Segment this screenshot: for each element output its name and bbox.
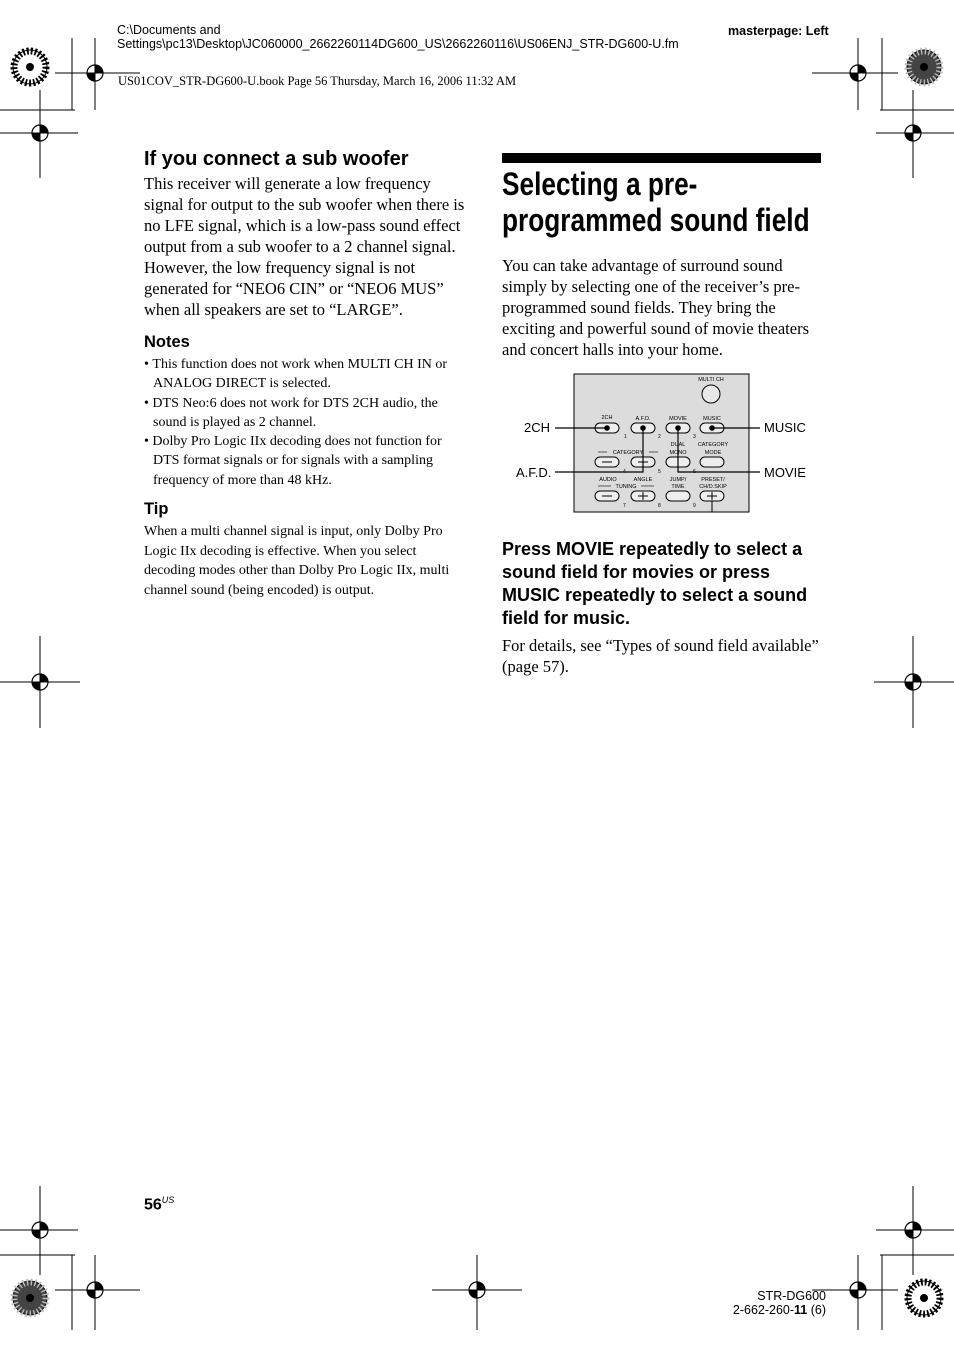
label-category: CATEGORY — [612, 450, 644, 456]
label-time: TIME — [671, 484, 685, 490]
note-item: • Dolby Pro Logic IIx decoding does not function for DTS format signals or for signals with a sampling frequency of more than 48 kHz. — [144, 432, 466, 490]
sub-woofer-heading: If you connect a sub woofer — [144, 148, 409, 170]
label-category-top: CATEGORY — [697, 442, 729, 448]
category-mode-button — [700, 457, 724, 467]
label-mode: MODE — [704, 450, 722, 456]
page-number — [144, 1195, 174, 1214]
details-text: For details, see “Types of sound field available” (page 57). — [502, 636, 819, 676]
tip-heading: Tip — [144, 500, 169, 518]
label-audio: AUDIO — [599, 477, 617, 483]
num-4: 4 — [623, 469, 626, 475]
book-info-line: US01COV_STR-DG600-U.book Page 56 Thursday, March 16, 2006 11:32 AM — [118, 74, 517, 88]
part-number: 2-662-260-11 (6) — [732, 1303, 826, 1317]
multi-ch-button — [702, 385, 720, 403]
model-number: STR-DG600 — [757, 1289, 826, 1303]
callout-movie: MOVIE — [764, 465, 806, 480]
notes-list — [144, 355, 466, 490]
callout-2ch: 2CH — [524, 420, 551, 435]
section-rule — [502, 153, 821, 163]
num-5: 5 — [658, 469, 661, 475]
num-1: 1 — [624, 434, 627, 440]
label-tuning: TUNING — [615, 484, 637, 490]
label-preset: PRESET/ — [701, 477, 725, 483]
num-2: 2 — [658, 434, 661, 440]
label-2ch: 2CH — [601, 415, 613, 421]
num-8: 8 — [658, 503, 661, 509]
page-number-value: 56 — [144, 1196, 162, 1214]
sub-woofer-text: This receiver will generate a low frequency signal for output to the sub woofer when there is no LFE signal, which is a low-pass sound effect output from a sub woofer to a 2 channel signal. However, the low frequency signal is not generated for “NEO6 CIN” or “NEO6 MUS” when all speakers are set to “LARGE”. — [144, 174, 465, 319]
jump-time-button — [666, 491, 690, 501]
label-afd: A.F.D. — [635, 416, 651, 422]
intro-text: You can take advantage of surround sound simply by selecting one of the receiver’s pre-programmed sound fields. They bring the exciting and powerful sound of movie theaters and concert halls into your home. — [502, 256, 809, 359]
notes-heading: Notes — [144, 333, 190, 351]
note-item: • This function does not work when MULTI CH IN or ANALOG DIRECT is selected. — [144, 355, 466, 394]
page-number-suffix: US — [161, 1195, 175, 1205]
label-jump: JUMP/ — [669, 477, 687, 483]
section-title: Selecting a pre-programmed sound field — [502, 166, 810, 238]
step-instruction: Press MOVIE repeatedly to select a sound field for movies or press MUSIC repeatedly to select a sound field for music. — [502, 539, 808, 628]
label-chdskip: CH/D.SKIP — [699, 484, 727, 490]
masterpage-label: masterpage: Left — [728, 24, 829, 38]
label-movie: MOVIE — [669, 416, 687, 422]
num-7: 7 — [623, 503, 626, 509]
tip-text: When a multi channel signal is input, only Dolby Pro Logic IIx decoding is effective. When you select decoding modes other than Dolby Pro Logic IIx, multi channel sound (being encoded) is output. — [144, 524, 450, 598]
label-mono: MONO — [669, 450, 687, 456]
num-9: 9 — [693, 503, 696, 509]
label-dual: DUAL — [670, 442, 686, 448]
label-angle: ANGLE — [633, 477, 653, 483]
callout-afd: A.F.D. — [516, 465, 552, 480]
num-3: 3 — [693, 434, 696, 440]
num-6: 6 — [693, 469, 696, 475]
callout-music: MUSIC — [764, 420, 806, 435]
file-path: C:\Documents and Settings\pc13\Desktop\JC060000_2662260114DG600_US\2662260116\US06ENJ_STR-DG600-U.fm — [117, 23, 679, 51]
note-item: • DTS Neo:6 does not work for DTS 2CH audio, the sound is played as 2 channel. — [144, 394, 466, 433]
label-music: MUSIC — [703, 416, 721, 422]
label-multi-ch: MULTI CH — [698, 377, 724, 383]
remote-diagram — [510, 370, 820, 515]
